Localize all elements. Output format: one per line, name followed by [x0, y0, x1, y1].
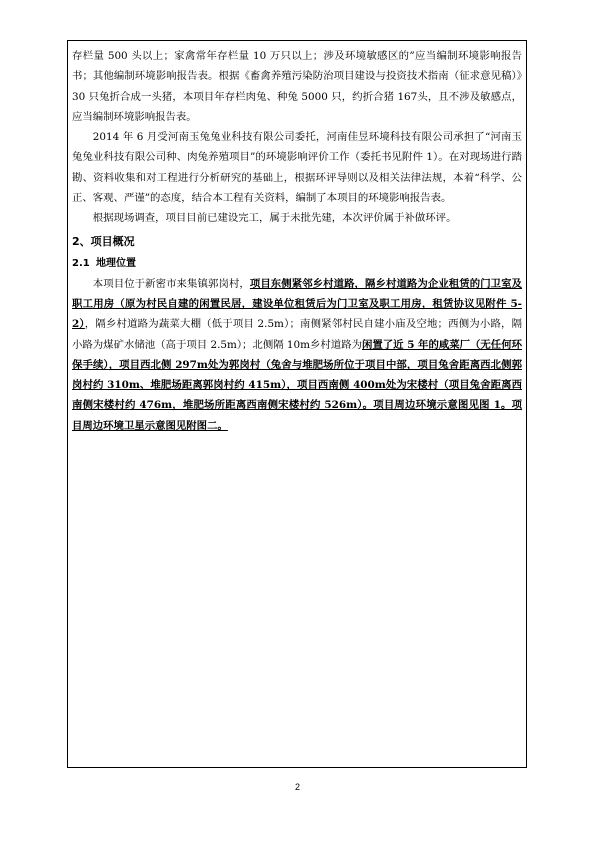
location-text-villages: ，项目西北侧 297m处为郭岗村（兔舍与堆肥场所位于项目中部，项目兔舍距离西北侧郭岗村约 310m、堆肥场距离郭岗村约 415m），项目西南侧 400m处为宋楼村（项目兔舍距离西南侧宋楼村约 476m，堆肥场所距离西南侧宋楼村约 526m）。项目周边环境示意图见图 1。项目周边环境卫星示意图见附图二。: [72, 358, 522, 432]
location-text-east-side: 项目东侧紧邻乡村道路，隔乡村道路为企业租赁的门卫室及职工用房（原为村民自建的闲置民居，建设单位租赁后为门卫室及职工用房，租赁协议见附件 5-2）: [72, 277, 523, 331]
paragraph-commission: 2014 年 6 月受河南玉兔兔业科技有限公司委托，河南佳昱环境科技有限公司承担了“河南玉兔兔业科技有限公司种、肉兔养殖项目”的环境影响评价工作（委托书见附件 1）。在对现场进行踏勘、资料收集和对工程进行分析研究的基础上，根据环评导则以及相关法律法规，本着“科学、公正、客观、严谨”的态度，结合本工程有关资料，编制了本项目的环境影响报告表。: [72, 131, 522, 205]
subsection-number: 2.1: [72, 257, 90, 269]
document-body: [72, 46, 522, 436]
location-text-3: ，隔乡村道路为蔬菜大棚（低于项目 2.5m）；南侧紧邻村民自建小庙及空地；西侧为小路，隔小路为煤矿水储池（高于项目 2.5m）；北侧隔 10m乡村道路为: [72, 318, 522, 351]
paragraph-site-survey: 根据现场调查，项目目前已建设完工，属于未批先建，本次评价属于补做环评。: [92, 212, 457, 225]
page-number: 2: [294, 782, 300, 792]
subsection-title: 地理位置: [96, 257, 136, 269]
paragraph-classification: 存栏量 500 头以上；家禽常年存栏量 10 万只以上；涉及环境敏感区的”应当编制环境影响报告书；其他编制环境影响报告表。根据《畜禽养殖污染防治项目建设与投资技术指南（征求意见稿）》30 只兔折合成一头猪，本项目年存栏肉兔、种兔 5000 只，约折合猪 167头，且不涉及敏感点，应当编制环境影响报告表。: [72, 50, 522, 123]
location-text-1: 本项目位于新密市来集镇郭岗村，: [92, 277, 250, 290]
subsection-heading: [72, 253, 522, 274]
location-text-north-factory: 闲置了近 5 年的咸菜厂（无任何环保手续）: [72, 338, 522, 371]
paragraph-location: [72, 274, 522, 436]
section-heading: 2、项目概况: [72, 234, 135, 248]
